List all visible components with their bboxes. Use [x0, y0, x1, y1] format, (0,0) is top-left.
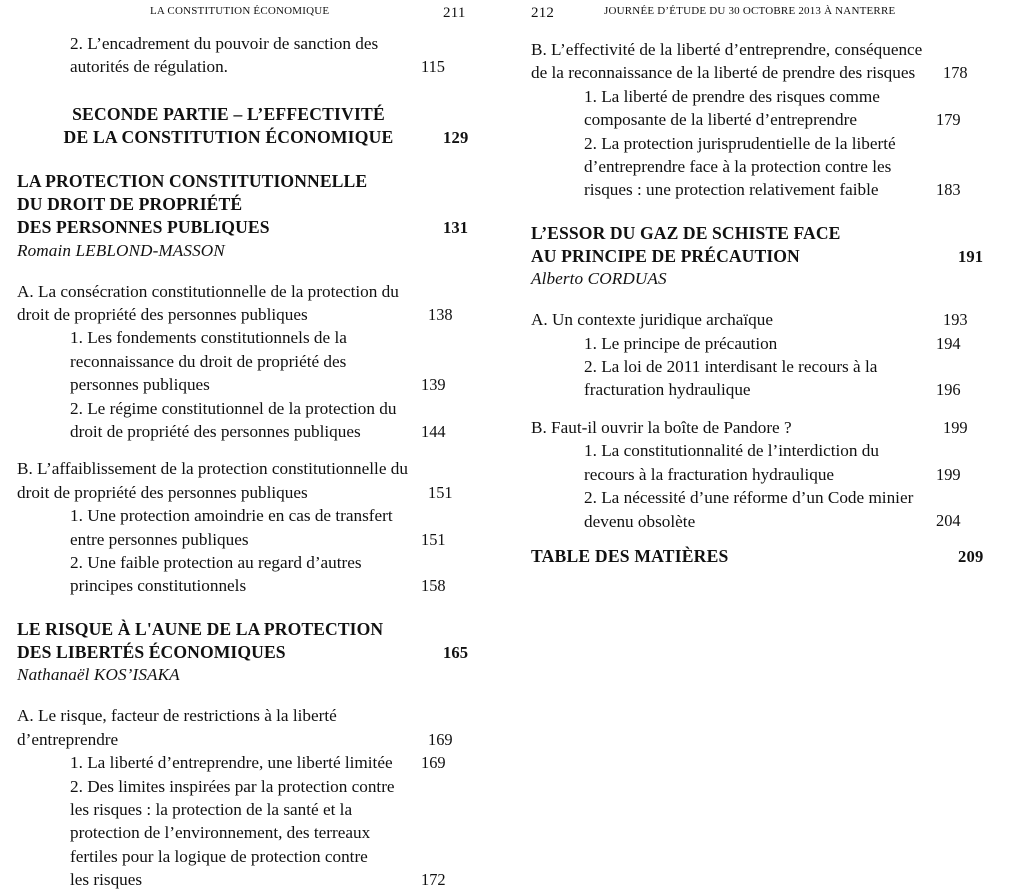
toc-entry-line: B. L’affaiblissement de la protection constitutionnelle du — [17, 459, 408, 479]
toc-page-number: 129 — [443, 128, 469, 148]
toc-chapter-heading[interactable] — [531, 222, 1024, 268]
toc-entry-line: 2. La nécessité d’une réforme d’un Code minier — [584, 488, 914, 508]
toc-entry-line: B. Faut-il ouvrir la boîte de Pandore ? — [531, 417, 792, 437]
toc-entry[interactable] — [70, 32, 512, 79]
toc-entry-table-of-contents[interactable] — [531, 545, 1024, 568]
chapter-heading-line: DES LIBERTÉS ÉCONOMIQUES — [17, 642, 286, 663]
running-head-title-right: JOURNÉE D’ÉTUDE DU 30 OCTOBRE 2013 À NANTERRE — [604, 5, 896, 17]
toc-entry-line: A. Un contexte juridique archaïque — [531, 310, 773, 330]
toc-page-number: 151 — [428, 482, 453, 502]
toc-entry-line: de la reconnaissance de la liberté de prendre des risques — [531, 63, 916, 83]
toc-page-number: 179 — [936, 110, 961, 130]
toc-page-number: 194 — [936, 333, 961, 353]
chapter-heading-line: L’ESSOR DU GAZ DE SCHISTE FACE — [531, 222, 841, 243]
toc-entry-line: autorités de régulation. — [70, 57, 228, 77]
toc-page-number: 138 — [428, 305, 453, 324]
toc-entry[interactable] — [531, 38, 1024, 85]
running-head-page-number-right: 212 — [531, 5, 555, 21]
chapter-heading-line: LA PROTECTION CONSTITUTIONNELLE — [17, 171, 368, 191]
toc-chapter-author: Nathanaël KOS’ISAKA — [17, 665, 180, 685]
chapter-heading-line: AU PRINCIPE DE PRÉCAUTION — [531, 246, 800, 267]
toc-entry-line: 1. La constitutionnalité de l’interdiction du — [584, 441, 879, 461]
toc-page-number: 151 — [421, 529, 446, 549]
toc-page-number: 199 — [943, 417, 968, 437]
toc-entry[interactable] — [584, 332, 1024, 355]
toc-entry-line: 1. La liberté de prendre des risques comme — [584, 86, 880, 106]
toc-entry[interactable] — [531, 308, 1024, 331]
running-head-page-number-left: 211 — [443, 5, 466, 21]
toc-entry-line: les risques — [70, 870, 143, 890]
toc-entry-line: les risques : la protection de la santé et la — [70, 799, 353, 819]
toc-page-number: 196 — [936, 380, 961, 400]
toc-entry[interactable] — [584, 355, 1024, 402]
toc-entry-line: 1. Les fondements constitutionnels de la — [70, 328, 347, 348]
toc-entry[interactable] — [70, 751, 512, 774]
toc-page-number: 131 — [443, 218, 469, 238]
toc-column-left — [0, 30, 512, 892]
toc-page-number: 172 — [421, 870, 446, 890]
toc-entry[interactable] — [17, 704, 512, 751]
toc-entry[interactable] — [17, 280, 512, 327]
toc-entry-line: protection de l’environnement, des terreaux — [70, 823, 371, 843]
chapter-heading-line: LE RISQUE À L'AUNE DE LA PROTECTION — [17, 618, 384, 639]
toc-entry-line: B. L’effectivité de la liberté d’entreprendre, conséquence — [531, 40, 923, 59]
toc-entry-line: 2. Une faible protection au regard d’autres — [70, 553, 362, 573]
toc-page-number: 165 — [443, 643, 469, 663]
toc-entry[interactable] — [70, 775, 512, 892]
toc-chapter-heading[interactable] — [17, 170, 512, 240]
toc-entry[interactable] — [70, 551, 512, 598]
toc-column-right — [512, 30, 1024, 568]
toc-entry-line: reconnaissance du droit de propriété des — [70, 351, 347, 371]
toc-entry-line: droit de propriété des personnes publiques — [17, 482, 308, 502]
toc-entry[interactable] — [70, 504, 512, 551]
toc-page-number: 183 — [936, 180, 961, 200]
toc-entry-line: entre personnes publiques — [70, 529, 249, 549]
toc-entry-line: 1. La liberté d’entreprendre, une liberté limitée — [70, 753, 393, 773]
toc-page-number: 178 — [943, 63, 968, 83]
toc-entry[interactable] — [17, 457, 512, 504]
page-right — [512, 0, 1024, 808]
toc-entry-line: principes constitutionnels — [70, 576, 247, 596]
toc-entry-line: droit de propriété des personnes publiques — [70, 422, 361, 442]
toc-entry-line: 2. Des limites inspirées par la protection contre — [70, 776, 395, 796]
toc-page-number: 209 — [958, 546, 984, 566]
toc-page-number: 158 — [421, 576, 446, 596]
toc-entry-line: TABLE DES MATIÈRES — [531, 545, 729, 566]
toc-entry-line: 2. Le régime constitutionnel de la protection du — [70, 398, 397, 418]
toc-page-number: 191 — [958, 247, 984, 267]
toc-part-heading[interactable] — [17, 103, 512, 150]
toc-entry[interactable] — [70, 326, 512, 396]
toc-entry[interactable] — [531, 416, 1024, 439]
toc-entry-line: A. Le risque, facteur de restrictions à la liberté — [17, 706, 337, 726]
toc-entry-line: 2. La loi de 2011 interdisant le recours à la — [584, 357, 878, 377]
toc-entry[interactable] — [70, 397, 512, 444]
toc-chapter-heading[interactable] — [17, 618, 512, 664]
part-heading-line: SECONDE PARTIE – L’EFFECTIVITÉ — [72, 103, 385, 124]
part-heading-line: DE LA CONSTITUTION ÉCONOMIQUE — [63, 127, 394, 148]
toc-entry-line: fracturation hydraulique — [584, 380, 751, 400]
chapter-heading-line: DU DROIT DE PROPRIÉTÉ — [17, 194, 243, 215]
toc-page-number: 169 — [428, 729, 453, 749]
toc-entry-line: recours à la fracturation hydraulique — [584, 464, 835, 484]
toc-page-number: 115 — [421, 57, 445, 77]
toc-entry[interactable] — [584, 439, 1024, 486]
toc-page-number: 139 — [421, 375, 446, 395]
toc-entry[interactable] — [584, 85, 1024, 132]
chapter-heading-line: DES PERSONNES PUBLIQUES — [17, 217, 270, 238]
toc-entry-line: A. La consécration constitutionnelle de la protection du — [17, 281, 399, 301]
toc-page-number: 193 — [943, 310, 968, 330]
toc-page-number: 204 — [936, 511, 961, 531]
toc-entry-line: 1. Une protection amoindrie en cas de transfert — [70, 506, 393, 526]
toc-chapter-author: Alberto CORDUAS — [531, 269, 667, 289]
toc-entry[interactable] — [584, 486, 1024, 533]
toc-page-number: 144 — [421, 422, 446, 442]
toc-entry[interactable] — [584, 132, 1024, 202]
toc-entry-line: droit de propriété des personnes publiques — [17, 305, 308, 325]
toc-entry-line: personnes publiques — [70, 375, 210, 395]
toc-entry-line: fertiles pour la logique de protection contre — [70, 846, 368, 866]
toc-entry-line: risques : une protection relativement faible — [584, 180, 879, 200]
toc-entry-line: d’entreprendre face à la protection contre les — [584, 157, 892, 177]
toc-entry-line: devenu obsolète — [584, 511, 696, 531]
toc-entry-line: d’entreprendre — [17, 729, 119, 749]
running-head-title-left: LA CONSTITUTION ÉCONOMIQUE — [150, 5, 330, 17]
toc-page-number: 169 — [421, 753, 446, 773]
page-left — [0, 0, 512, 890]
toc-entry-line: 1. Le principe de précaution — [584, 333, 778, 353]
toc-page-number: 199 — [936, 464, 961, 484]
toc-entry-line: 2. L’encadrement du pouvoir de sanction des — [70, 34, 379, 53]
toc-entry-line: 2. La protection jurisprudentielle de la liberté — [584, 133, 896, 153]
toc-entry-line: composante de la liberté d’entreprendre — [584, 110, 857, 130]
toc-chapter-author: Romain LEBLOND-MASSON — [17, 240, 225, 260]
